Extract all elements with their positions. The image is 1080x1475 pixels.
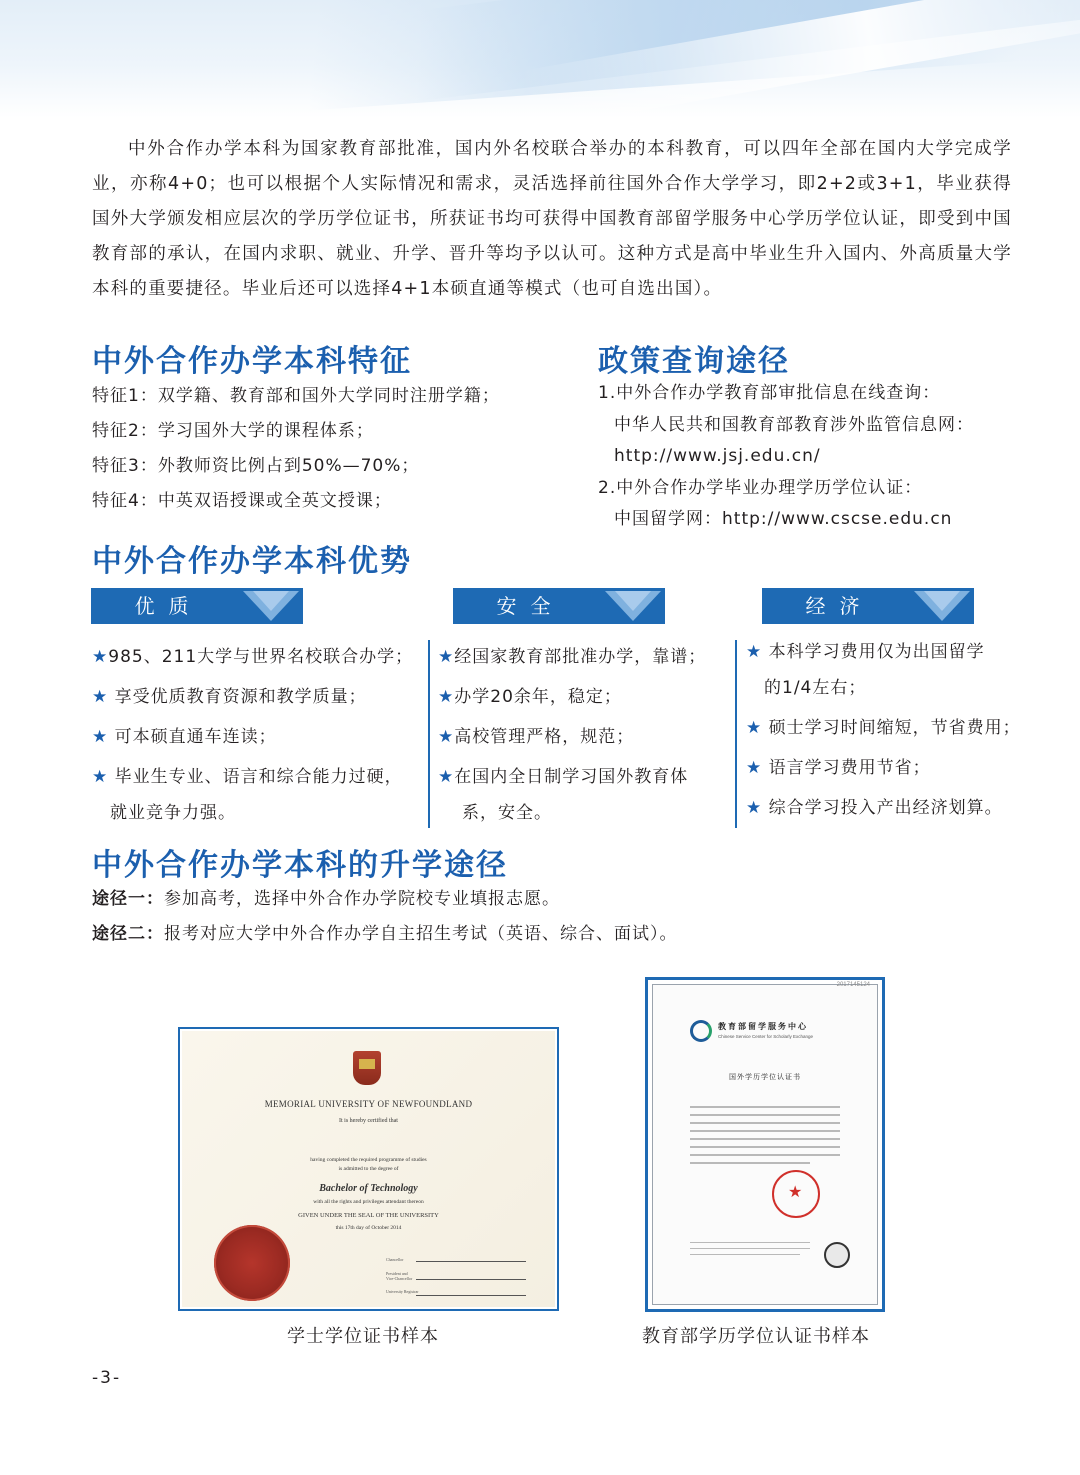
cert-text: GIVEN UNDER THE SEAL OF THE UNIVERSITY	[298, 1212, 439, 1219]
cert-degree: Bachelor of Technology	[319, 1183, 418, 1194]
star-icon: ★	[746, 758, 763, 778]
list-item: ★办学20余年，稳定；	[438, 687, 622, 707]
signature-label: Chancellor	[386, 1257, 404, 1262]
policy-heading: 政策查询途径	[598, 344, 790, 379]
moe-certificate-image	[645, 977, 885, 1312]
bachelor-certificate-caption: 学士学位证书样本	[287, 1326, 439, 1347]
ribbon-quality	[91, 588, 303, 624]
ribbon-label: 优质	[134, 594, 203, 618]
university-seal-icon	[214, 1225, 290, 1301]
features-heading: 中外合作办学本科特征	[92, 344, 412, 379]
feature-item: 特征1：双学籍、教育部和国外大学同时注册学籍；	[92, 386, 500, 406]
cert-text: is admitted to the degree of	[338, 1166, 399, 1172]
policy-list	[598, 378, 974, 536]
list-item: ★高校管理严格，规范；	[438, 727, 635, 747]
list-item: ★ 本科学习费用仅为出国留学	[746, 642, 985, 662]
star-icon: ★	[438, 727, 455, 747]
route-item: 途径二：报考对应大学中外合作办学自主招生考试（英语、综合、面试）。	[92, 924, 678, 944]
ribbon-label: 经济	[805, 594, 874, 618]
list-item: ★经国家教育部批准办学，靠谱；	[438, 647, 707, 667]
advantage-list-quality	[92, 639, 413, 831]
column-divider	[428, 640, 430, 828]
advantage-list-economy	[746, 634, 1021, 826]
list-item-continued: 的1/4左右；	[764, 678, 867, 698]
policy-line: 1.中外合作办学教育部审批信息在线查询：	[598, 383, 941, 403]
policy-line: 中华人民共和国教育部教育涉外监管信息网：	[614, 414, 974, 435]
list-item: ★在国内全日制学习国外教育体	[438, 767, 689, 787]
list-item: ★985、211大学与世界名校联合办学；	[92, 647, 414, 667]
star-icon: ★	[438, 647, 455, 667]
routes-list	[92, 882, 678, 952]
signature-label: University Registrar	[386, 1289, 419, 1294]
feature-item: 特征3：外教师资比例占到50%—70%；	[92, 456, 420, 476]
route-item: 途径一：参加高考，选择中外合作办学院校专业填报志愿。	[92, 889, 560, 909]
cert-text: having completed the required programme of studies	[310, 1157, 427, 1163]
official-stamp-icon	[772, 1170, 820, 1218]
star-icon: ★	[92, 687, 109, 707]
cert-org-en: Chinese Service Center for Scholarly Exchange	[718, 1034, 814, 1039]
list-item: ★ 可本硕直通车连读；	[92, 727, 277, 747]
list-item-continued: 就业竞争力强。	[110, 803, 236, 823]
cert-text: with all the rights and privileges attendant thereon	[313, 1199, 424, 1205]
verification-mark-icon	[824, 1242, 850, 1268]
ribbon-label: 安全	[496, 594, 565, 618]
routes-heading: 中外合作办学本科的升学途径	[92, 848, 508, 883]
bachelor-certificate-image	[178, 1027, 559, 1311]
star-icon: ★	[746, 798, 763, 818]
list-item: ★ 毕业生专业、语言和综合能力过硬，	[92, 767, 403, 787]
page-number: -3-	[92, 1368, 122, 1388]
star-icon: ★	[746, 642, 763, 662]
star-icon: ★	[746, 718, 763, 738]
cert-text: It is hereby certified that	[339, 1118, 398, 1124]
list-item: ★ 硕士学习时间缩短，节省费用；	[746, 718, 1021, 738]
advantage-list-safety	[438, 639, 706, 831]
features-list	[92, 379, 500, 519]
star-icon: ★	[92, 727, 109, 747]
policy-link-jsj[interactable]: http://www.jsj.edu.cn/	[614, 446, 821, 466]
policy-link-cscse[interactable]: 中国留学网：http://www.cscse.edu.cn	[614, 509, 953, 529]
policy-line: 2.中外合作办学毕业办理学历学位认证：	[598, 477, 923, 498]
feature-item: 特征4：中英双语授课或全英文授课；	[92, 491, 392, 511]
moe-certificate-caption: 教育部学历学位认证书样本	[642, 1326, 870, 1347]
feature-item: 特征2：学习国外大学的课程体系；	[92, 421, 374, 441]
cert-org: 教育部留学服务中心	[718, 1022, 808, 1031]
list-item: ★ 综合学习投入产出经济划算。	[746, 798, 1003, 818]
star-icon: ★	[438, 767, 455, 787]
cert-text: this 17th day of October 2014	[335, 1225, 402, 1231]
intro-paragraph: 中外合作办学本科为国家教育部批准，国内外名校联合举办的本科教育，可以四年全部在国内大学完成学业，亦称4+0；也可以根据个人实际情况和需求，灵活选择前往国外合作大学学习，即2+2或3+1，毕业获得国外大学颁发相应层次的学历学位证书，所获证书均可获得中国教育部留学服务中心学历学位认证，即受到中国教育部的承认，在国内求职、就业、升学、晋升等均予以认可。这种方式是高中毕业生升入国内、外高质量大学本科的重要捷径。毕业后还可以选择4+1本硕直通等模式（也可自选出国）。	[92, 139, 1012, 299]
cert-number: 2017145124	[836, 982, 870, 988]
column-divider	[735, 640, 737, 828]
cert-title: 国外学历学位认证书	[729, 1073, 801, 1081]
star-icon: ★	[92, 767, 109, 787]
ribbon-safety	[453, 588, 665, 624]
advantages-heading: 中外合作办学本科优势	[92, 544, 412, 579]
list-item: ★ 语言学习费用节省；	[746, 758, 931, 778]
ribbon-economy	[762, 588, 974, 624]
list-item: ★ 享受优质教育资源和教学质量；	[92, 687, 367, 707]
signature-label: President and Vice-Chancellor	[386, 1271, 413, 1281]
cscse-logo-icon	[690, 1020, 712, 1042]
header-banner	[0, 0, 1080, 118]
star-icon: ★	[438, 687, 455, 707]
star-icon: ★	[92, 647, 109, 667]
university-crest-icon	[353, 1051, 381, 1085]
cert-university: MEMORIAL UNIVERSITY OF NEWFOUNDLAND	[264, 1099, 473, 1109]
list-item-continued: 系，安全。	[462, 803, 552, 823]
